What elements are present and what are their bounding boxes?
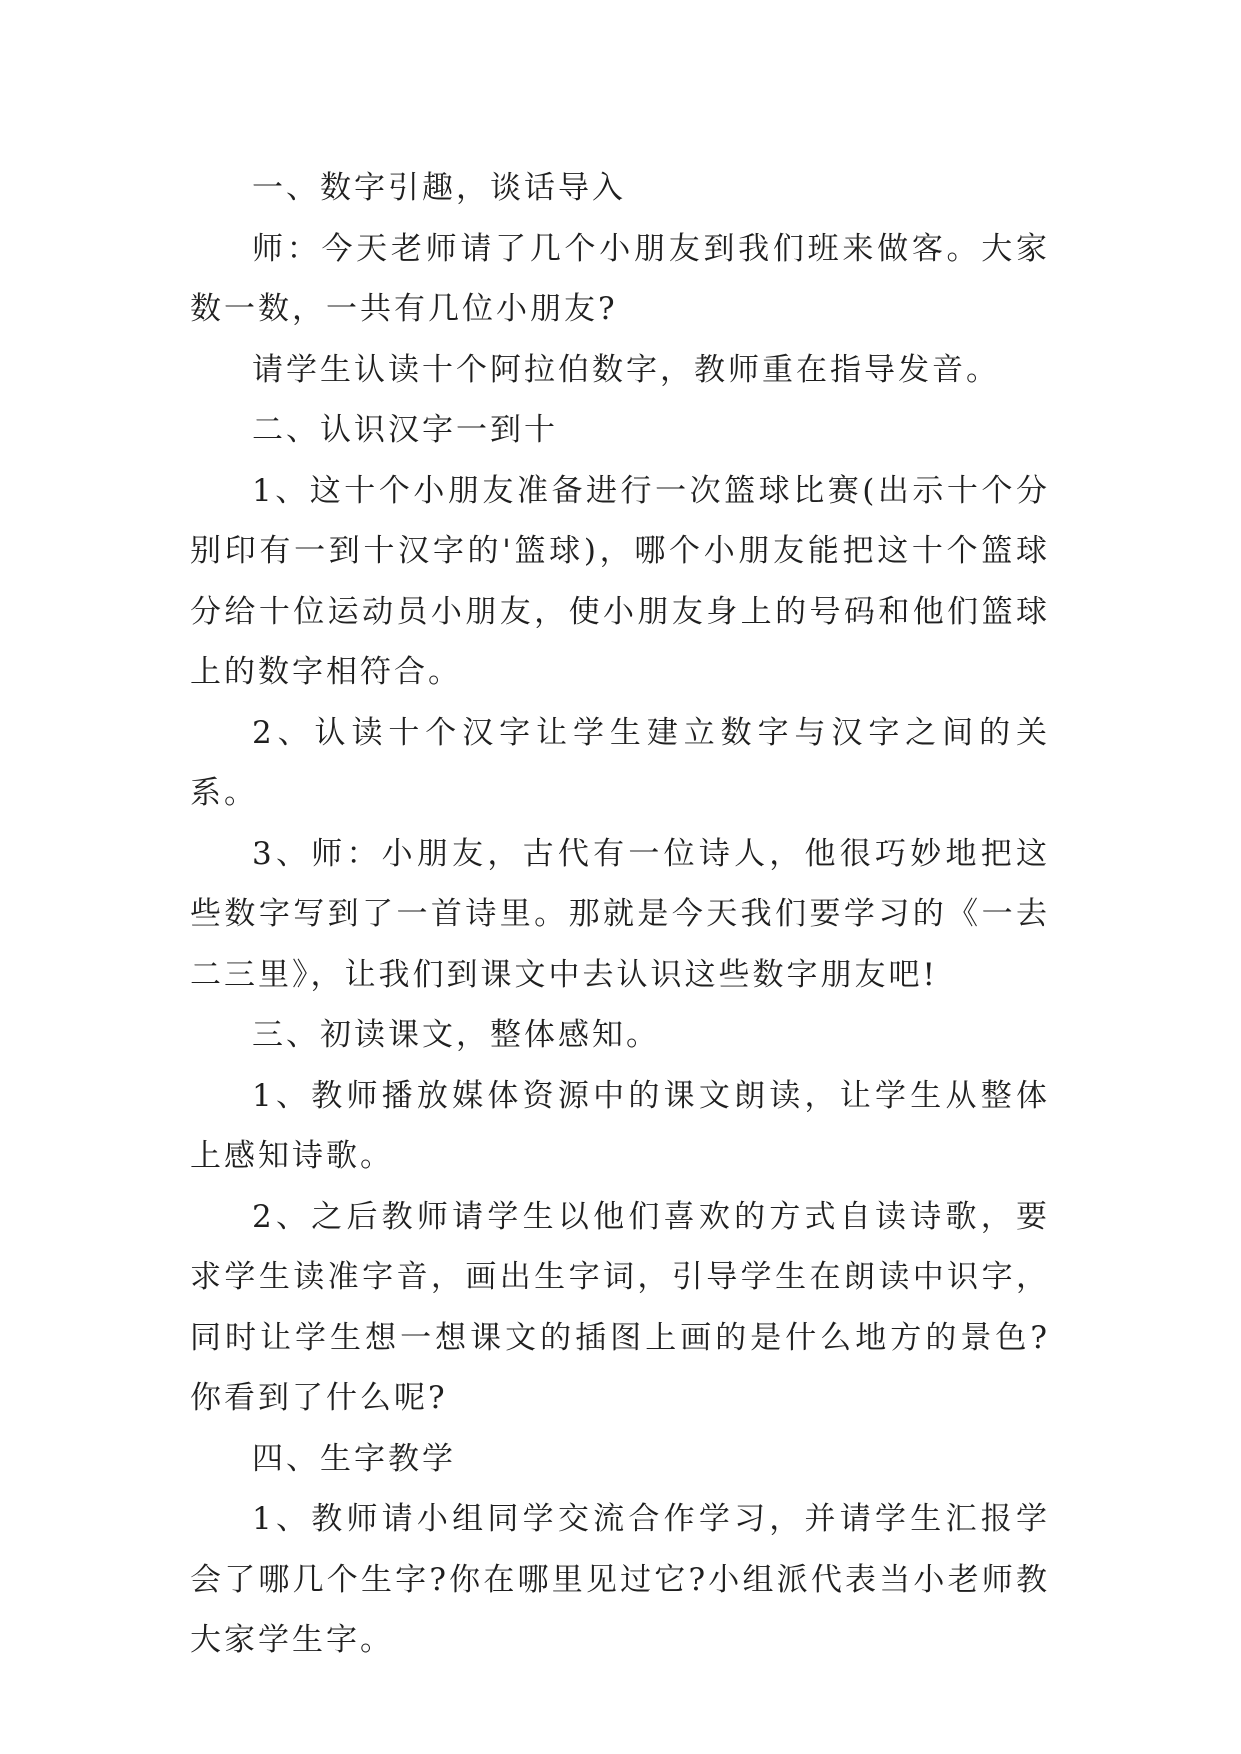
paragraph: 1、这十个小朋友准备进行一次篮球比赛(出示十个分别印有一到十汉字的'篮球)，哪个小朋友能把这十个篮球分给十位运动员小朋友，使小朋友身上的号码和他们篮球上的数字相符合。 <box>190 472 1050 690</box>
paragraph: 3、师：小朋友，古代有一位诗人，他很巧妙地把这些数字写到了一首诗里。那就是今天我们要学习的《一去二三里》，让我们到课文中去认识这些数字朋友吧! <box>190 835 1050 993</box>
paragraph: 2、之后教师请学生以他们喜欢的方式自读诗歌，要求学生读准字音，画出生字词，引导学生在朗读中识字，同时让学生想一想课文的插图上画的是什么地方的景色?你看到了什么呢? <box>190 1198 1050 1416</box>
section-heading-1: 一、数字引趣，谈话导入 <box>252 170 626 206</box>
paragraph: 1、教师播放媒体资源中的课文朗读，让学生从整体上感知诗歌。 <box>190 1077 1050 1174</box>
paragraph: 2、认读十个汉字让学生建立数字与汉字之间的关系。 <box>190 714 1050 811</box>
document-body <box>190 158 1050 1671</box>
section-heading-2: 二、认识汉字一到十 <box>252 412 558 448</box>
section-heading-3: 三、初读课文，整体感知。 <box>252 1017 660 1053</box>
paragraph: 师：今天老师请了几个小朋友到我们班来做客。大家数一数，一共有几位小朋友? <box>190 230 1050 327</box>
paragraph: 请学生认读十个阿拉伯数字，教师重在指导发音。 <box>252 351 1000 388</box>
paragraph: 1、教师请小组同学交流合作学习，并请学生汇报学会了哪几个生字?你在哪里见过它?小组派代表当小老师教大家学生字。 <box>190 1501 1050 1658</box>
section-heading-4: 四、生字教学 <box>252 1440 456 1477</box>
